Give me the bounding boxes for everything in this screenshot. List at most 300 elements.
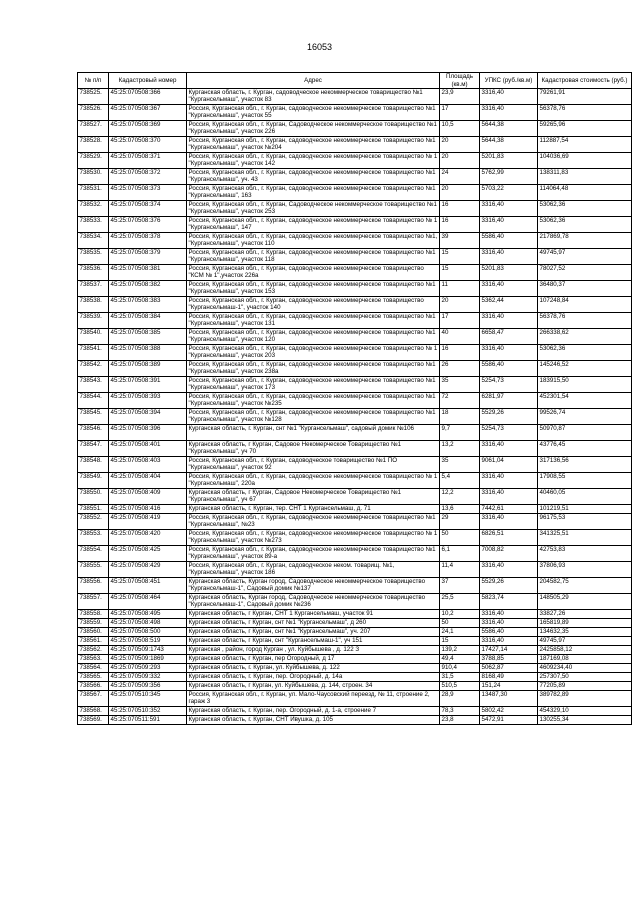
upks-cell: 5586,40 [480, 361, 538, 377]
upks-cell: 5529,26 [480, 409, 538, 425]
row-index-cell: 738538. [78, 297, 109, 313]
cadastral-value-cell: 104036,69 [538, 153, 632, 169]
area-cell: 49,4 [440, 655, 480, 664]
upks-cell: 5254,73 [480, 377, 538, 393]
cadastral-value-cell: 4609234,40 [538, 664, 632, 673]
upks-cell: 151,24 [480, 682, 538, 691]
upks-cell: 13487,30 [480, 691, 538, 707]
table-row [78, 233, 632, 249]
cadastral-number-cell: 45:25:070508:384 [109, 313, 187, 329]
cadastral-number-cell: 45:25:070508:383 [109, 297, 187, 313]
address-cell: Россия, Курганская обл., г. Курган, садоводческое некоммерческое товарищество №1 "Курганcельмаш", участок 120 [187, 329, 440, 345]
upks-cell: 5062,87 [480, 664, 538, 673]
table-row [78, 562, 632, 578]
address-cell: Курганская область, г. Курган, пер. Огородный, д. 1-а, строение 7 [187, 707, 440, 716]
cadastral-number-cell: 45:25:070509:1869 [109, 655, 187, 664]
cadastral-number-cell: 45:25:070508:385 [109, 329, 187, 345]
row-index-cell: 738563. [78, 655, 109, 664]
row-index-cell: 738549. [78, 473, 109, 489]
row-index-cell: 738536. [78, 265, 109, 281]
row-index-cell: 738545. [78, 409, 109, 425]
cadastral-number-cell: 45:25:070508:372 [109, 169, 187, 185]
table-row [78, 329, 632, 345]
cadastral-number-cell: 45:25:070509:293 [109, 664, 187, 673]
cadastral-value-cell: 452301,54 [538, 393, 632, 409]
table-row [78, 707, 632, 716]
upks-cell: 5802,42 [480, 707, 538, 716]
cadastral-value-cell: 79261,91 [538, 89, 632, 105]
address-cell: Курганская область, г Курган, снт №1 "Курганcельмаш", уч. 207 [187, 628, 440, 637]
area-cell: 28,9 [440, 691, 480, 707]
cadastral-number-cell: 45:25:070508:425 [109, 546, 187, 562]
upks-cell: 3316,40 [480, 489, 538, 505]
row-index-cell: 738554. [78, 546, 109, 562]
upks-cell: 3788,85 [480, 655, 538, 664]
header-upks: УПКС (руб./кв.м) [480, 73, 538, 89]
cadastral-number-cell: 45:25:070508:369 [109, 121, 187, 137]
address-cell: Россия, Курганская обл., г. Курган, садоводческое некоммерческое товарищество № 1 "Курганcельмаш", участок 142 [187, 153, 440, 169]
table-row [78, 505, 632, 514]
row-index-cell: 738535. [78, 249, 109, 265]
address-cell: Курганская область, г. Курган, СНТ Ивушка, д. 105 [187, 716, 440, 725]
area-cell: 29 [440, 514, 480, 530]
table-row [78, 530, 632, 546]
upks-cell: 3316,40 [480, 514, 538, 530]
row-index-cell: 738564. [78, 664, 109, 673]
row-index-cell: 738527. [78, 121, 109, 137]
table-row [78, 313, 632, 329]
area-cell: 910,4 [440, 664, 480, 673]
cadastral-number-cell: 45:25:070508:495 [109, 610, 187, 619]
row-index-cell: 738553. [78, 530, 109, 546]
row-index-cell: 738525. [78, 89, 109, 105]
table-row [78, 217, 632, 233]
cadastral-value-cell: 341325,51 [538, 530, 632, 546]
cadastral-value-cell: 59265,96 [538, 121, 632, 137]
row-index-cell: 738534. [78, 233, 109, 249]
cadastral-number-cell: 45:25:070508:419 [109, 514, 187, 530]
header-index: № п/п [78, 73, 109, 89]
address-cell: Курганская область, г. Курган, ул. Куйбышева, д. 122 [187, 664, 440, 673]
table-row [78, 121, 632, 137]
cadastral-value-cell: 112887,54 [538, 137, 632, 153]
cadastral-value-cell: 78027,52 [538, 265, 632, 281]
table-row [78, 473, 632, 489]
row-index-cell: 738529. [78, 153, 109, 169]
cadastral-number-cell: 45:25:070508:403 [109, 457, 187, 473]
row-index-cell: 738555. [78, 562, 109, 578]
cadastral-value-cell: 56378,76 [538, 105, 632, 121]
table-row [78, 409, 632, 425]
cadastral-number-cell: 45:25:070508:429 [109, 562, 187, 578]
cadastral-number-cell: 45:25:070508:374 [109, 201, 187, 217]
cadastral-value-cell: 187169,08 [538, 655, 632, 664]
address-cell: Россия, Курганская обл., г. Курган, садоводческое некоммерческое товарищество №1 "Курганcельмаш", участок 173 [187, 377, 440, 393]
cadastral-value-cell: 96175,53 [538, 514, 632, 530]
cadastral-value-cell: 257307,50 [538, 673, 632, 682]
header-address: Адрес [187, 73, 440, 89]
cadastral-number-cell: 45:25:070508:500 [109, 628, 187, 637]
area-cell: 16 [440, 345, 480, 361]
table-row [78, 457, 632, 473]
table-row [78, 345, 632, 361]
cadastral-number-cell: 45:25:070508:378 [109, 233, 187, 249]
cadastral-value-cell: 204582,75 [538, 578, 632, 594]
cadastral-value-cell: 77205,89 [538, 682, 632, 691]
row-index-cell: 738542. [78, 361, 109, 377]
upks-cell: 3316,40 [480, 105, 538, 121]
cadastral-value-cell: 49745,97 [538, 249, 632, 265]
cadastral-number-cell: 45:25:070508:401 [109, 441, 187, 457]
table-row [78, 716, 632, 725]
cadastral-number-cell: 45:25:070511:591 [109, 716, 187, 725]
address-cell: Россия, Курганская обл., г. Курган, садоводческое некоммерческое товарищество № 1 "Курганcельмаш", участок 203 [187, 345, 440, 361]
area-cell: 139,2 [440, 646, 480, 655]
area-cell: 15 [440, 637, 480, 646]
address-cell: Россия, Курганская обл., г. Курган, садоводческое неком. товарищ. №1, "Курганcельмаш", участок 186 [187, 562, 440, 578]
table-row [78, 393, 632, 409]
cadastral-value-cell: 53062,36 [538, 201, 632, 217]
address-cell: Курганская область, г Курган, СНТ 1 Курганcельмаш, участок 91 [187, 610, 440, 619]
row-index-cell: 738560. [78, 628, 109, 637]
area-cell: 9,7 [440, 425, 480, 441]
area-cell: 50 [440, 619, 480, 628]
area-cell: 12,2 [440, 489, 480, 505]
address-cell: Курганская область, г. Курган, садоводческое некоммерческое товарищество №1 "Кургансельмаш", участок 83 [187, 89, 440, 105]
address-cell: Россия, Курганская обл., г. Курган, садоводческое некоммерческое товарищество №1 "Курганcельмаш", участок 153 [187, 281, 440, 297]
cadastral-value-cell: 37806,93 [538, 562, 632, 578]
area-cell: 24,1 [440, 628, 480, 637]
cadastral-value-cell: 317136,56 [538, 457, 632, 473]
area-cell: 26 [440, 361, 480, 377]
row-index-cell: 738558. [78, 610, 109, 619]
address-cell: Россия, Курганская обл., г. Курган, садоводческое некоммерческое товарищество № 1 "Курганcельмаш", участок №273 [187, 530, 440, 546]
address-cell: Россия, Курганская обл., г. Курган, садоводческое некоммерческое товарищество №1 "Курганcельмаш", участок 238а [187, 361, 440, 377]
cadastral-number-cell: 45:25:070508:373 [109, 185, 187, 201]
cadastral-value-cell: 49745,97 [538, 637, 632, 646]
cadastral-value-cell: 33827,26 [538, 610, 632, 619]
upks-cell: 5472,91 [480, 716, 538, 725]
cadastral-value-cell: 40460,05 [538, 489, 632, 505]
row-index-cell: 738526. [78, 105, 109, 121]
cadastral-number-cell: 45:25:070508:379 [109, 249, 187, 265]
upks-cell: 3316,40 [480, 89, 538, 105]
cadastral-value-cell: 134632,35 [538, 628, 632, 637]
cadastral-value-cell: 50970,87 [538, 425, 632, 441]
area-cell: 10,2 [440, 610, 480, 619]
address-cell: Россия, Курганская обл., г. Курган, садоводческое товарищество №1 ПО "Курганcельмаш", участок 92 [187, 457, 440, 473]
cadastral-number-cell: 45:25:070508:370 [109, 137, 187, 153]
address-cell: Курганская область, г. Курган, снт №1 "Курганcельмаш", садовый домик №106 [187, 425, 440, 441]
upks-cell: 3316,40 [480, 249, 538, 265]
cadastral-value-cell: 107248,84 [538, 297, 632, 313]
address-cell: Курганская область, Курган город, Садоводческое некоммерческое товарищество "Курганcельмаш-1", Садовый домик №137 [187, 578, 440, 594]
cadastral-value-cell: 454329,10 [538, 707, 632, 716]
row-index-cell: 738544. [78, 393, 109, 409]
upks-cell: 5254,73 [480, 425, 538, 441]
cadastral-number-cell: 45:25:070508:381 [109, 265, 187, 281]
table-row [78, 377, 632, 393]
cadastral-value-cell: 2425858,12 [538, 646, 632, 655]
table-row [78, 594, 632, 610]
row-index-cell: 738531. [78, 185, 109, 201]
area-cell: 23,8 [440, 716, 480, 725]
table-row [78, 610, 632, 619]
area-cell: 510,5 [440, 682, 480, 691]
header-cadastral-number: Кадастровый номер [109, 73, 187, 89]
address-cell: Курганская область, г. Курган, пер. Огородный, д. 14а [187, 673, 440, 682]
cadastral-value-cell: 138311,83 [538, 169, 632, 185]
area-cell: 11,4 [440, 562, 480, 578]
table-row [78, 514, 632, 530]
table-row [78, 441, 632, 457]
cadastral-number-cell: 45:25:070508:394 [109, 409, 187, 425]
area-cell: 5,4 [440, 473, 480, 489]
cadastral-number-cell: 45:25:070508:366 [109, 89, 187, 105]
address-cell: Курганская область, г. Курган, тер. СНТ 1 Курганcельмаш, д. 71 [187, 505, 440, 514]
cadastral-value-cell: 99526,74 [538, 409, 632, 425]
upks-cell: 3316,40 [480, 441, 538, 457]
upks-cell: 7008,82 [480, 546, 538, 562]
address-cell: Россия, Курганская обл., г. Курган, садоводческое некоммерческое товарищество №1 "Курганcельмаш", участок 131 [187, 313, 440, 329]
table-row [78, 628, 632, 637]
cadastral-number-cell: 45:25:070509:332 [109, 673, 187, 682]
cadastral-number-cell: 45:25:070508:371 [109, 153, 187, 169]
cadastral-number-cell: 45:25:070508:420 [109, 530, 187, 546]
table-row [78, 646, 632, 655]
row-index-cell: 738548. [78, 457, 109, 473]
table-row [78, 619, 632, 628]
area-cell: 20 [440, 137, 480, 153]
address-cell: Россия, Курганская обл., г. Курган, Садоводческое некоммерческое товарищество №1 "Курганcельмаш", участок 253 [187, 201, 440, 217]
upks-cell: 5529,26 [480, 578, 538, 594]
address-cell: Курганская область, Курган город, Садоводческое некоммерческое товарищество "Курганcельмаш-1", Садовый домик №236 [187, 594, 440, 610]
area-cell: 20 [440, 185, 480, 201]
table-row [78, 664, 632, 673]
address-cell: Курганская область, г Курган, ул. Куйбышева, д. 144, строен. 34 [187, 682, 440, 691]
table-row [78, 637, 632, 646]
row-index-cell: 738566. [78, 682, 109, 691]
cadastral-number-cell: 45:25:070508:396 [109, 425, 187, 441]
area-cell: 15 [440, 249, 480, 265]
cadastral-number-cell: 45:25:070508:498 [109, 619, 187, 628]
upks-cell: 5762,99 [480, 169, 538, 185]
upks-cell: 3316,40 [480, 345, 538, 361]
upks-cell: 9061,04 [480, 457, 538, 473]
table-row [78, 105, 632, 121]
cadastral-number-cell: 45:25:070508:409 [109, 489, 187, 505]
address-cell: Россия, Курганская обл., г. Курган, садоводческое некоммерческое товарищество № 1 "Курганcельмаш", 220а [187, 473, 440, 489]
address-cell: Россия, Курганская обл., г. Курган, садоводческое некоммерческое товарищество № 1 "Курганcельмаш", 147 [187, 217, 440, 233]
cadastral-number-cell: 45:25:070510:345 [109, 691, 187, 707]
cadastral-number-cell: 45:25:070508:382 [109, 281, 187, 297]
area-cell: 35 [440, 377, 480, 393]
cadastral-value-cell: 217869,78 [538, 233, 632, 249]
area-cell: 15 [440, 265, 480, 281]
row-index-cell: 738530. [78, 169, 109, 185]
cadastral-number-cell: 45:25:070508:389 [109, 361, 187, 377]
cadastral-value-cell: 145246,52 [538, 361, 632, 377]
upks-cell: 3316,40 [480, 201, 538, 217]
cadastral-number-cell: 45:25:070508:367 [109, 105, 187, 121]
row-index-cell: 738562. [78, 646, 109, 655]
row-index-cell: 738565. [78, 673, 109, 682]
address-cell: Курганская область, г Курган, Садовое Некомерческое Товарищество №1 "Курганcельмаш", уч 70 [187, 441, 440, 457]
area-cell: 10,5 [440, 121, 480, 137]
cadastral-number-cell: 45:25:070508:451 [109, 578, 187, 594]
table-row [78, 265, 632, 281]
table-row [78, 673, 632, 682]
upks-cell: 5586,40 [480, 233, 538, 249]
upks-cell: 5823,74 [480, 594, 538, 610]
row-index-cell: 738567. [78, 691, 109, 707]
area-cell: 6,1 [440, 546, 480, 562]
row-index-cell: 738568. [78, 707, 109, 716]
cadastral-value-cell: 56378,76 [538, 313, 632, 329]
row-index-cell: 738550. [78, 489, 109, 505]
upks-cell: 5644,38 [480, 121, 538, 137]
cadastral-value-cell: 389782,89 [538, 691, 632, 707]
row-index-cell: 738559. [78, 619, 109, 628]
address-cell: Россия, Курганская обл., г. Курган, садоводческое некоммерческое товарищество "КСМ № 1",участок 226а [187, 265, 440, 281]
row-index-cell: 738557. [78, 594, 109, 610]
upks-cell: 8168,49 [480, 673, 538, 682]
area-cell: 20 [440, 297, 480, 313]
upks-cell: 7442,61 [480, 505, 538, 514]
address-cell: Курганская область, г Курган, снт №1 "Курганcельмаш", д 260 [187, 619, 440, 628]
cadastral-value-cell: 101219,51 [538, 505, 632, 514]
upks-cell: 3316,40 [480, 281, 538, 297]
cadastral-number-cell: 45:25:070508:388 [109, 345, 187, 361]
address-cell: Курганская область, г Курган, пер Огородный, д 17 [187, 655, 440, 664]
address-cell: Россия, Курганская обл., г. Курган, садоводческое некоммерческое товарищество №1 "Курганcельмаш", участок 118 [187, 249, 440, 265]
cadastral-number-cell: 45:25:070508:376 [109, 217, 187, 233]
area-cell: 13,6 [440, 505, 480, 514]
table-row [78, 361, 632, 377]
upks-cell: 5362,44 [480, 297, 538, 313]
area-cell: 35 [440, 457, 480, 473]
upks-cell: 3316,40 [480, 619, 538, 628]
cadastral-value-cell: 165819,89 [538, 619, 632, 628]
cadastral-value-cell: 266338,62 [538, 329, 632, 345]
row-index-cell: 738552. [78, 514, 109, 530]
address-cell: Россия, Курганская обл., г. Курган, садоводческое некоммерческое товарищество №1 "Курганcельмаш", уч. 43 [187, 169, 440, 185]
row-index-cell: 738546. [78, 425, 109, 441]
area-cell: 23,9 [440, 89, 480, 105]
cadastral-number-cell: 45:25:070509:356 [109, 682, 187, 691]
upks-cell: 3316,40 [480, 637, 538, 646]
table-row [78, 249, 632, 265]
cadastral-value-cell: 53062,36 [538, 345, 632, 361]
table-row [78, 578, 632, 594]
cadastral-value-cell: 130255,34 [538, 716, 632, 725]
cadastral-number-cell: 45:25:070509:1743 [109, 646, 187, 655]
table-row [78, 297, 632, 313]
upks-cell: 3316,40 [480, 562, 538, 578]
area-cell: 78,3 [440, 707, 480, 716]
row-index-cell: 738532. [78, 201, 109, 217]
cadastral-number-cell: 45:25:070508:464 [109, 594, 187, 610]
table-row [78, 153, 632, 169]
upks-cell: 6826,51 [480, 530, 538, 546]
address-cell: Россия, Курганская обл., г. Курган, садоводческое некоммерческое товарищество №1 "Курганcельмаш", участок №204 [187, 137, 440, 153]
cadastral-number-cell: 45:25:070508:416 [109, 505, 187, 514]
row-index-cell: 738539. [78, 313, 109, 329]
area-cell: 40 [440, 329, 480, 345]
address-cell: Россия, Курганская обл., г. Курган, садоводческое некоммерческое товарищество №1 "Курганcельмаш", участок 89-а [187, 546, 440, 562]
address-cell: Россия, Курганская обл., г. Курган, садоводческое некоммерческое товарищество №1 "Курганcельмаш", участок №128 [187, 409, 440, 425]
upks-cell: 6658,47 [480, 329, 538, 345]
upks-cell: 5201,83 [480, 265, 538, 281]
area-cell: 17 [440, 105, 480, 121]
area-cell: 16 [440, 217, 480, 233]
table-row [78, 185, 632, 201]
area-cell: 18 [440, 409, 480, 425]
cadastral-value-cell: 183915,50 [538, 377, 632, 393]
upks-cell: 17427,14 [480, 646, 538, 655]
table-body [78, 89, 632, 725]
address-cell: Курганская область, г Курган, снт "Курганcельмаш-1", уч 151 [187, 637, 440, 646]
table-row [78, 655, 632, 664]
address-cell: Курганская , район, город Курган , ул. Куйбышева , д. 122 З [187, 646, 440, 655]
address-cell: Россия, Курганская обл., г. Курган, садоводческое некоммерческое товарищество №1 "Курганcельмаш", участок №235 [187, 393, 440, 409]
cadastral-value-cell: 42753,83 [538, 546, 632, 562]
cadastral-value-cell: 43776,45 [538, 441, 632, 457]
address-cell: Россия, Курганская обл., г. Курган, ул. Мало-Чаусовский переезд, № 11, строение 2, гараж 3 [187, 691, 440, 707]
area-cell: 16 [440, 201, 480, 217]
header-cadastral-value: Кадастровая стоимость (руб.) [538, 73, 632, 89]
area-cell: 31,5 [440, 673, 480, 682]
table-header-row [78, 73, 632, 89]
table-row [78, 691, 632, 707]
upks-cell: 3316,40 [480, 473, 538, 489]
upks-cell: 5201,83 [480, 153, 538, 169]
upks-cell: 5703,22 [480, 185, 538, 201]
table-row [78, 281, 632, 297]
area-cell: 11 [440, 281, 480, 297]
cadastral-number-cell: 45:25:070510:352 [109, 707, 187, 716]
cadastral-value-cell: 148505,29 [538, 594, 632, 610]
row-index-cell: 738561. [78, 637, 109, 646]
upks-cell: 5644,38 [480, 137, 538, 153]
upks-cell: 6281,97 [480, 393, 538, 409]
area-cell: 17 [440, 313, 480, 329]
table-row [78, 169, 632, 185]
table-row [78, 89, 632, 105]
row-index-cell: 738537. [78, 281, 109, 297]
table-row [78, 546, 632, 562]
table-row [78, 425, 632, 441]
upks-cell: 3316,40 [480, 217, 538, 233]
cadastral-number-cell: 45:25:070508:393 [109, 393, 187, 409]
page-number: 16053 [306, 42, 333, 52]
area-cell: 37 [440, 578, 480, 594]
table-row [78, 137, 632, 153]
upks-cell: 3316,40 [480, 610, 538, 619]
cadastral-value-cell: 36480,37 [538, 281, 632, 297]
row-index-cell: 738543. [78, 377, 109, 393]
cadastral-value-cell: 114064,48 [538, 185, 632, 201]
row-index-cell: 738528. [78, 137, 109, 153]
cadastral-number-cell: 45:25:070508:519 [109, 637, 187, 646]
row-index-cell: 738541. [78, 345, 109, 361]
address-cell: Курганская область, г Курган, Садовое Некомерческое Товарищество №1 "Курганcельмаш", уч 67 [187, 489, 440, 505]
address-cell: Россия, Курганская обл., г. Курган, Садоводческое некоммерческое товарищество №1 "Курганcельмаш", участок 226 [187, 121, 440, 137]
table-row [78, 201, 632, 217]
address-cell: Россия, Курганская обл., г. Курган, садоводческое некоммерческое товарищество №1 "Курганcельмаш", 163 [187, 185, 440, 201]
row-index-cell: 738569. [78, 716, 109, 725]
area-cell: 50 [440, 530, 480, 546]
